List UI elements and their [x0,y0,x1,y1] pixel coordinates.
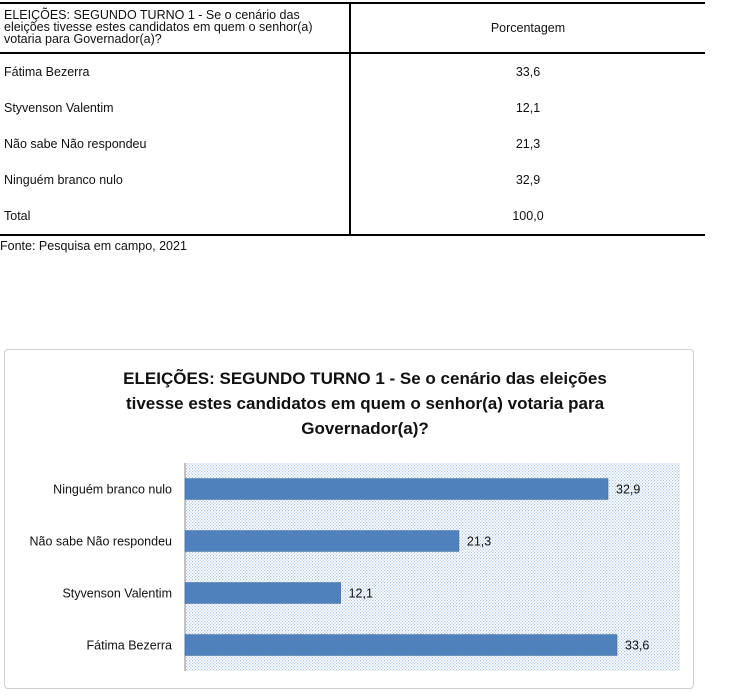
table-header-percentage: Porcentagem [350,3,705,53]
category-label: Ninguém branco nulo [53,482,172,497]
category-label: Não sabe Não respondeu [29,534,172,549]
table-header-question: ELEIÇÕES: SEGUNDO TURNO 1 - Se o cenário das eleições tivesse estes candidatos em quem o senhor(a) votaria para Governador(a)? [0,3,350,53]
category-label: Styvenson Valentim [62,586,172,601]
row-label-total: Total [0,198,350,235]
row-value-total: 100,0 [350,198,705,235]
row-label: Fátima Bezerra [0,53,350,90]
bar [185,531,459,552]
row-label: Styvenson Valentim [0,90,350,126]
row-label: Ninguém branco nulo [0,162,350,198]
chart-title-line: Governador(a)? [301,419,429,438]
bar [185,583,341,604]
bar-value-label: 21,3 [466,534,492,549]
bar [185,479,608,500]
bar-value-label: 33,6 [625,638,650,653]
bar-value-label: 32,9 [616,482,641,497]
row-value: 33,6 [515,65,541,79]
chart-title-line: tivesse estes candidatos em quem o senhor(a) votaria para [125,394,605,413]
category-label: Fátima Bezerra [86,638,172,653]
chart-title-line: ELEIÇÕES: SEGUNDO TURNO 1 - Se o cenário das eleições [123,369,607,388]
row-value: 32,9 [515,173,541,187]
row-value: 12,1 [515,101,541,115]
row-value: 21,3 [515,137,541,151]
source-note: Fonte: Pesquisa em campo, 2021 [0,239,187,253]
bar [185,635,617,656]
bar-value-label: 12,1 [348,586,373,601]
row-label: Não sabe Não respondeu [0,126,350,162]
